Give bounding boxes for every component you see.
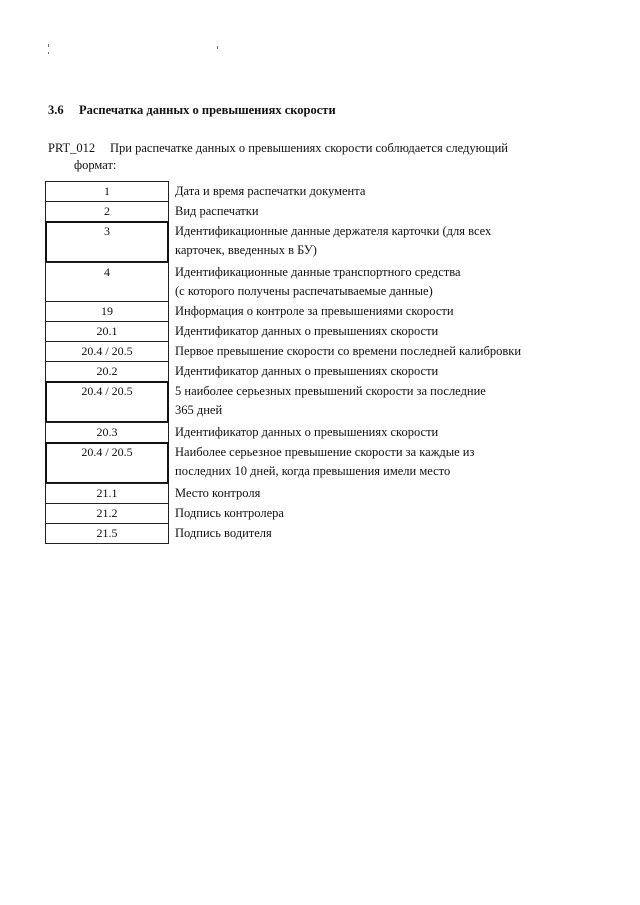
row-code: 20.2 xyxy=(45,361,169,382)
row-code: 20.1 xyxy=(45,321,169,342)
row-description xyxy=(175,342,545,361)
table-row xyxy=(45,483,545,503)
description-line: Идентификатор данных о превышениях скорости xyxy=(175,425,439,439)
description-line: 365 дней xyxy=(175,402,223,417)
table-row xyxy=(45,523,545,543)
scan-speck xyxy=(48,44,49,47)
row-code: 21.5 xyxy=(45,523,169,544)
table-row xyxy=(45,221,545,262)
requirement-code: PRT_012 xyxy=(48,141,96,155)
row-description xyxy=(175,222,545,259)
row-code: 20.3 xyxy=(45,422,169,443)
description-line: Идентификатор данных о превышениях скорости xyxy=(175,364,439,378)
row-description xyxy=(175,524,545,543)
requirement-paragraph xyxy=(48,140,588,174)
description-line: Дата и время распечатки документа xyxy=(175,184,366,198)
description-line: Информация о контроле за превышениями скорости xyxy=(175,304,454,318)
section-title: Распечатка данных о превышениях скорости xyxy=(79,103,336,117)
table-row xyxy=(45,361,545,381)
row-code: 21.1 xyxy=(45,483,169,504)
row-description xyxy=(175,423,545,442)
row-code: 4 xyxy=(45,262,169,302)
row-description xyxy=(175,302,545,321)
section-heading xyxy=(48,103,336,118)
format-table xyxy=(45,181,545,543)
row-description xyxy=(175,362,545,381)
table-row xyxy=(45,181,545,201)
row-code: 20.4 / 20.5 xyxy=(45,341,169,362)
requirement-text: При распечатке данных о превышениях скорости соблюдается следующий xyxy=(110,141,508,155)
table-row xyxy=(45,321,545,341)
row-description xyxy=(175,484,545,503)
row-description xyxy=(175,443,545,480)
row-code: 20.4 / 20.5 xyxy=(45,381,169,423)
table-row xyxy=(45,381,545,422)
table-row xyxy=(45,341,545,361)
requirement-continuation: формат: xyxy=(74,158,117,172)
row-description xyxy=(175,504,545,523)
description-line: карточек, введенных в БУ) xyxy=(175,242,317,257)
row-code: 2 xyxy=(45,201,169,222)
scan-speck xyxy=(217,46,218,49)
description-line: Первое превышение скорости со времени последней калибровки xyxy=(175,344,522,358)
row-code: 19 xyxy=(45,301,169,322)
table-row xyxy=(45,301,545,321)
requirement-line xyxy=(48,140,588,157)
scan-speck xyxy=(48,52,49,54)
description-line: (с которого получены распечатываемые данные) xyxy=(175,283,433,298)
description-line: Подпись водителя xyxy=(175,526,272,540)
row-description xyxy=(175,322,545,341)
section-number: 3.6 xyxy=(48,103,64,117)
description-line: Вид распечатки xyxy=(175,204,259,218)
description-line: 5 наиболее серьезных превышений скорости за последние xyxy=(175,384,486,398)
row-description xyxy=(175,182,545,201)
row-description xyxy=(175,202,545,221)
description-line: Место контроля xyxy=(175,486,261,500)
table-row xyxy=(45,422,545,442)
description-line: последних 10 дней, когда превышения имели место xyxy=(175,463,451,478)
description-line: Наиболее серьезное превышение скорости за каждые из xyxy=(175,445,475,459)
description-line: Идентификационные данные транспортного средства xyxy=(175,265,461,279)
row-code: 20.4 / 20.5 xyxy=(45,442,169,484)
table-row xyxy=(45,503,545,523)
row-code: 1 xyxy=(45,181,169,202)
description-line: Идентификатор данных о превышениях скорости xyxy=(175,324,439,338)
description-line: Идентификационные данные держателя карточки (для всех xyxy=(175,224,492,238)
description-line: Подпись контролера xyxy=(175,506,284,520)
row-description xyxy=(175,263,545,300)
table-row xyxy=(45,201,545,221)
table-row xyxy=(45,262,545,301)
row-code: 21.2 xyxy=(45,503,169,524)
table-row xyxy=(45,442,545,483)
row-code: 3 xyxy=(45,221,169,263)
row-description xyxy=(175,382,545,419)
